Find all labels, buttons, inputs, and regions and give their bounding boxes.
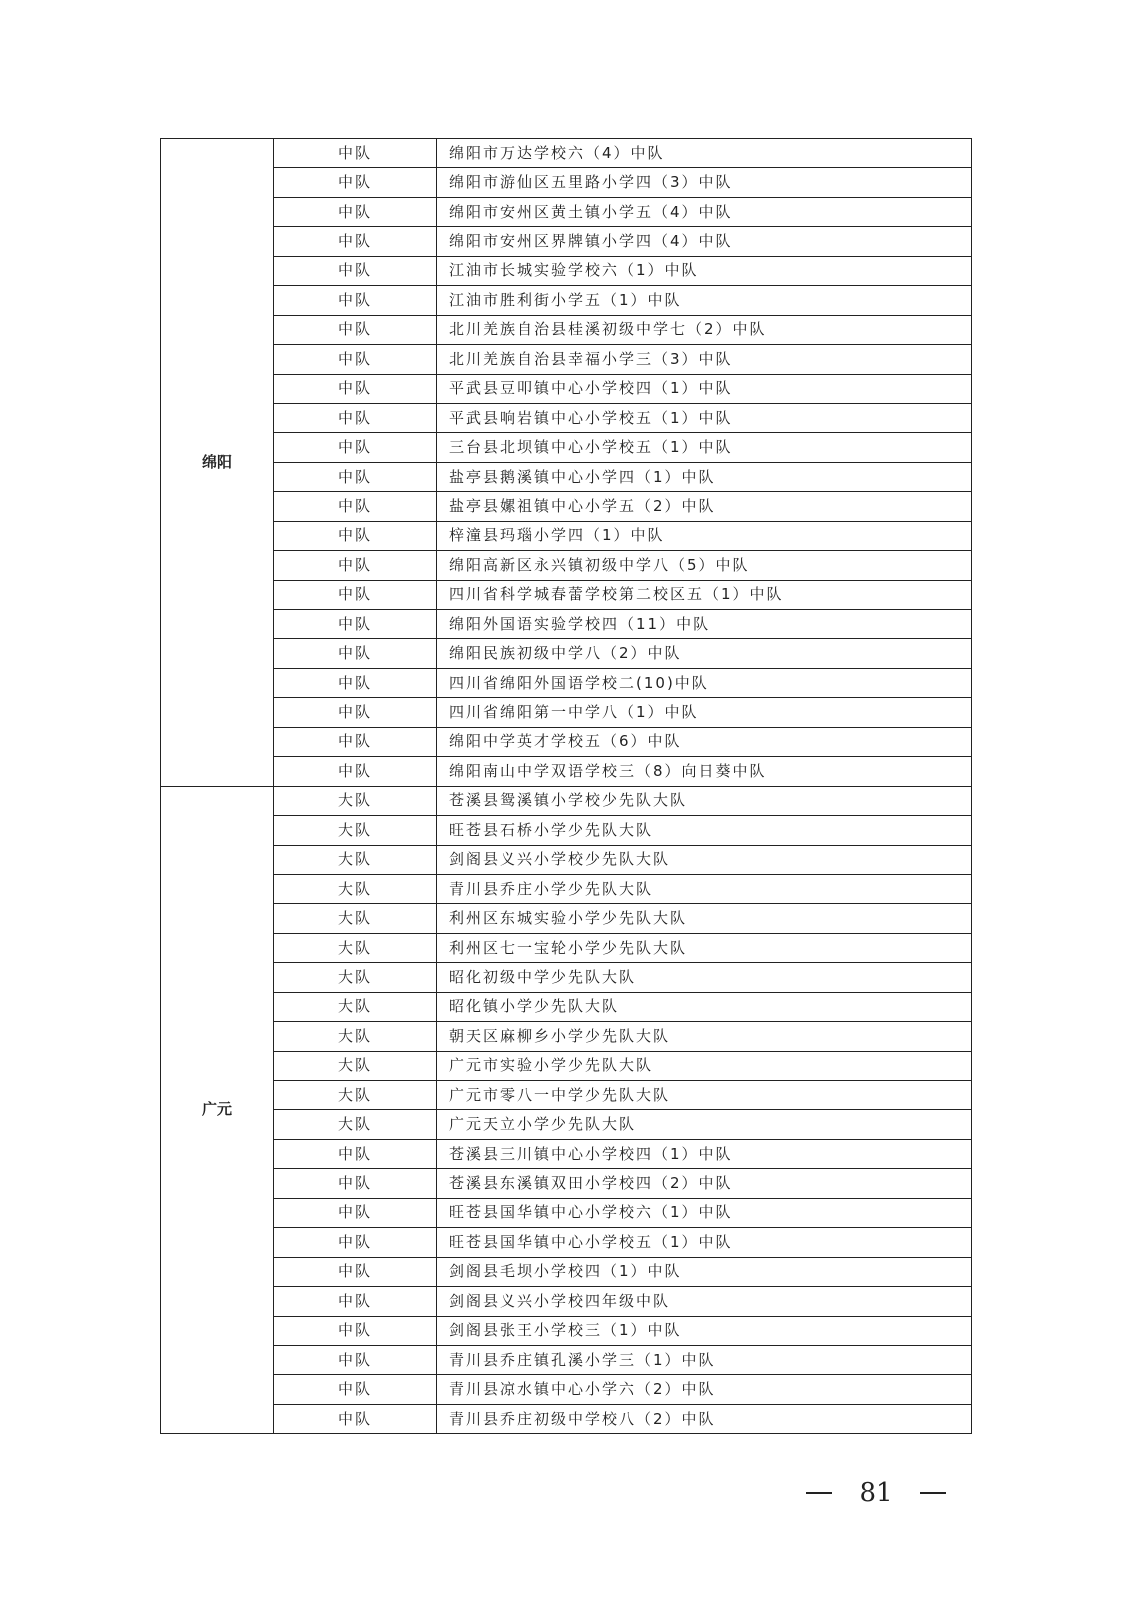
unit-type-cell: 大队 bbox=[274, 786, 437, 815]
unit-type-cell: 中队 bbox=[274, 610, 437, 639]
table-row bbox=[161, 197, 972, 226]
unit-name-cell: 四川省绵阳第一中学八（1）中队 bbox=[437, 698, 972, 727]
unit-type-cell: 中队 bbox=[274, 403, 437, 432]
unit-name-cell: 绵阳南山中学双语学校三（8）向日葵中队 bbox=[437, 757, 972, 786]
table-row bbox=[161, 168, 972, 197]
unit-name-cell: 青川县乔庄小学少先队大队 bbox=[437, 874, 972, 903]
unit-name-cell: 青川县乔庄镇孔溪小学三（1）中队 bbox=[437, 1345, 972, 1374]
unit-name-cell: 北川羌族自治县桂溪初级中学七（2）中队 bbox=[437, 315, 972, 344]
table-row bbox=[161, 668, 972, 697]
table-row bbox=[161, 757, 972, 786]
left-dash bbox=[806, 1492, 832, 1494]
unit-name-cell: 剑阁县义兴小学校少先队大队 bbox=[437, 845, 972, 874]
table-row bbox=[161, 1257, 972, 1286]
unit-name-cell: 利州区东城实验小学少先队大队 bbox=[437, 904, 972, 933]
unit-name-cell: 旺苍县国华镇中心小学校六（1）中队 bbox=[437, 1198, 972, 1227]
unit-type-cell: 大队 bbox=[274, 992, 437, 1021]
unit-name-cell: 绵阳高新区永兴镇初级中学八（5）中队 bbox=[437, 551, 972, 580]
table-row bbox=[161, 1022, 972, 1051]
unit-name-cell: 苍溪县鸳溪镇小学校少先队大队 bbox=[437, 786, 972, 815]
unit-name-cell: 梓潼县玛瑙小学四（1）中队 bbox=[437, 521, 972, 550]
table-row bbox=[161, 139, 972, 168]
table-row bbox=[161, 610, 972, 639]
table-row bbox=[161, 1228, 972, 1257]
unit-type-cell: 中队 bbox=[274, 168, 437, 197]
unit-type-cell: 中队 bbox=[274, 492, 437, 521]
table-row bbox=[161, 786, 972, 815]
unit-name-cell: 三台县北坝镇中心小学校五（1）中队 bbox=[437, 433, 972, 462]
unit-name-cell: 剑阁县义兴小学校四年级中队 bbox=[437, 1287, 972, 1316]
unit-name-cell: 绵阳市万达学校六（4）中队 bbox=[437, 139, 972, 168]
unit-type-cell: 中队 bbox=[274, 315, 437, 344]
unit-type-cell: 中队 bbox=[274, 639, 437, 668]
unit-type-cell: 中队 bbox=[274, 345, 437, 374]
unit-type-cell: 大队 bbox=[274, 963, 437, 992]
table-row bbox=[161, 1169, 972, 1198]
unit-name-cell: 青川县乔庄初级中学校八（2）中队 bbox=[437, 1404, 972, 1433]
table-row bbox=[161, 256, 972, 285]
unit-type-cell: 中队 bbox=[274, 551, 437, 580]
unit-type-cell: 大队 bbox=[274, 1022, 437, 1051]
unit-name-cell: 旺苍县国华镇中心小学校五（1）中队 bbox=[437, 1228, 972, 1257]
table-row bbox=[161, 403, 972, 432]
unit-type-cell: 中队 bbox=[274, 668, 437, 697]
unit-type-cell: 中队 bbox=[274, 1375, 437, 1404]
table-row bbox=[161, 1316, 972, 1345]
roster-table-body bbox=[161, 139, 972, 1434]
unit-name-cell: 昭化镇小学少先队大队 bbox=[437, 992, 972, 1021]
table-row bbox=[161, 874, 972, 903]
right-dash bbox=[920, 1492, 946, 1494]
unit-type-cell: 中队 bbox=[274, 580, 437, 609]
unit-name-cell: 苍溪县三川镇中心小学校四（1）中队 bbox=[437, 1139, 972, 1168]
unit-type-cell: 中队 bbox=[274, 1287, 437, 1316]
unit-name-cell: 绵阳市游仙区五里路小学四（3）中队 bbox=[437, 168, 972, 197]
table-row bbox=[161, 1287, 972, 1316]
unit-type-cell: 大队 bbox=[274, 816, 437, 845]
table-row bbox=[161, 315, 972, 344]
unit-type-cell: 大队 bbox=[274, 1081, 437, 1110]
table-row bbox=[161, 1375, 972, 1404]
table-row bbox=[161, 1051, 972, 1080]
table-row bbox=[161, 374, 972, 403]
table-row bbox=[161, 1345, 972, 1374]
table-row bbox=[161, 227, 972, 256]
unit-type-cell: 中队 bbox=[274, 1345, 437, 1374]
table-row bbox=[161, 1198, 972, 1227]
unit-type-cell: 中队 bbox=[274, 698, 437, 727]
unit-type-cell: 中队 bbox=[274, 1316, 437, 1345]
unit-type-cell: 中队 bbox=[274, 286, 437, 315]
table-row bbox=[161, 1081, 972, 1110]
unit-name-cell: 平武县响岩镇中心小学校五（1）中队 bbox=[437, 403, 972, 432]
table-row bbox=[161, 286, 972, 315]
table-row bbox=[161, 933, 972, 962]
unit-name-cell: 青川县凉水镇中心小学六（2）中队 bbox=[437, 1375, 972, 1404]
table-row bbox=[161, 1110, 972, 1139]
unit-type-cell: 中队 bbox=[274, 1198, 437, 1227]
table-row bbox=[161, 816, 972, 845]
unit-type-cell: 大队 bbox=[274, 874, 437, 903]
unit-type-cell: 中队 bbox=[274, 757, 437, 786]
unit-name-cell: 广元市实验小学少先队大队 bbox=[437, 1051, 972, 1080]
unit-name-cell: 利州区七一宝轮小学少先队大队 bbox=[437, 933, 972, 962]
unit-type-cell: 大队 bbox=[274, 933, 437, 962]
unit-type-cell: 中队 bbox=[274, 139, 437, 168]
roster-table bbox=[160, 138, 972, 1434]
unit-type-cell: 中队 bbox=[274, 1257, 437, 1286]
table-row bbox=[161, 845, 972, 874]
unit-type-cell: 中队 bbox=[274, 256, 437, 285]
unit-type-cell: 中队 bbox=[274, 521, 437, 550]
table-row bbox=[161, 727, 972, 756]
unit-name-cell: 广元市零八一中学少先队大队 bbox=[437, 1081, 972, 1110]
unit-name-cell: 剑阁县毛坝小学校四（1）中队 bbox=[437, 1257, 972, 1286]
table-row bbox=[161, 433, 972, 462]
table-row bbox=[161, 639, 972, 668]
unit-name-cell: 江油市胜利街小学五（1）中队 bbox=[437, 286, 972, 315]
unit-name-cell: 四川省科学城春蕾学校第二校区五（1）中队 bbox=[437, 580, 972, 609]
table-row bbox=[161, 1139, 972, 1168]
table-row bbox=[161, 521, 972, 550]
table-row bbox=[161, 963, 972, 992]
page-number: 81 bbox=[859, 1478, 893, 1508]
table-row bbox=[161, 1404, 972, 1433]
unit-name-cell: 绵阳市安州区界牌镇小学四（4）中队 bbox=[437, 227, 972, 256]
unit-name-cell: 昭化初级中学少先队大队 bbox=[437, 963, 972, 992]
unit-name-cell: 朝天区麻柳乡小学少先队大队 bbox=[437, 1022, 972, 1051]
table-row bbox=[161, 992, 972, 1021]
unit-name-cell: 剑阁县张王小学校三（1）中队 bbox=[437, 1316, 972, 1345]
unit-name-cell: 绵阳市安州区黄土镇小学五（4）中队 bbox=[437, 197, 972, 226]
region-cell: 广元 bbox=[161, 786, 274, 1434]
unit-type-cell: 中队 bbox=[274, 197, 437, 226]
table-row bbox=[161, 580, 972, 609]
table-row bbox=[161, 345, 972, 374]
unit-type-cell: 大队 bbox=[274, 1110, 437, 1139]
page-footer bbox=[806, 1473, 946, 1513]
table-row bbox=[161, 492, 972, 521]
unit-type-cell: 大队 bbox=[274, 845, 437, 874]
unit-name-cell: 绵阳民族初级中学八（2）中队 bbox=[437, 639, 972, 668]
unit-name-cell: 四川省绵阳外国语学校二(10)中队 bbox=[437, 668, 972, 697]
unit-name-cell: 绵阳中学英才学校五（6）中队 bbox=[437, 727, 972, 756]
table-row bbox=[161, 551, 972, 580]
unit-type-cell: 中队 bbox=[274, 727, 437, 756]
unit-name-cell: 绵阳外国语实验学校四（11）中队 bbox=[437, 610, 972, 639]
unit-name-cell: 北川羌族自治县幸福小学三（3）中队 bbox=[437, 345, 972, 374]
unit-name-cell: 平武县豆叩镇中心小学校四（1）中队 bbox=[437, 374, 972, 403]
unit-name-cell: 江油市长城实验学校六（1）中队 bbox=[437, 256, 972, 285]
unit-name-cell: 盐亭县嫘祖镇中心小学五（2）中队 bbox=[437, 492, 972, 521]
unit-type-cell: 中队 bbox=[274, 374, 437, 403]
unit-name-cell: 旺苍县石桥小学少先队大队 bbox=[437, 816, 972, 845]
region-cell: 绵阳 bbox=[161, 139, 274, 787]
table-row bbox=[161, 462, 972, 491]
unit-type-cell: 中队 bbox=[274, 1228, 437, 1257]
unit-name-cell: 广元天立小学少先队大队 bbox=[437, 1110, 972, 1139]
unit-name-cell: 盐亭县鹅溪镇中心小学四（1）中队 bbox=[437, 462, 972, 491]
unit-type-cell: 中队 bbox=[274, 1139, 437, 1168]
unit-type-cell: 大队 bbox=[274, 1051, 437, 1080]
unit-type-cell: 大队 bbox=[274, 904, 437, 933]
unit-type-cell: 中队 bbox=[274, 433, 437, 462]
table-row bbox=[161, 904, 972, 933]
unit-type-cell: 中队 bbox=[274, 1404, 437, 1433]
unit-type-cell: 中队 bbox=[274, 462, 437, 491]
unit-name-cell: 苍溪县东溪镇双田小学校四（2）中队 bbox=[437, 1169, 972, 1198]
table-row bbox=[161, 698, 972, 727]
unit-type-cell: 中队 bbox=[274, 1169, 437, 1198]
unit-type-cell: 中队 bbox=[274, 227, 437, 256]
